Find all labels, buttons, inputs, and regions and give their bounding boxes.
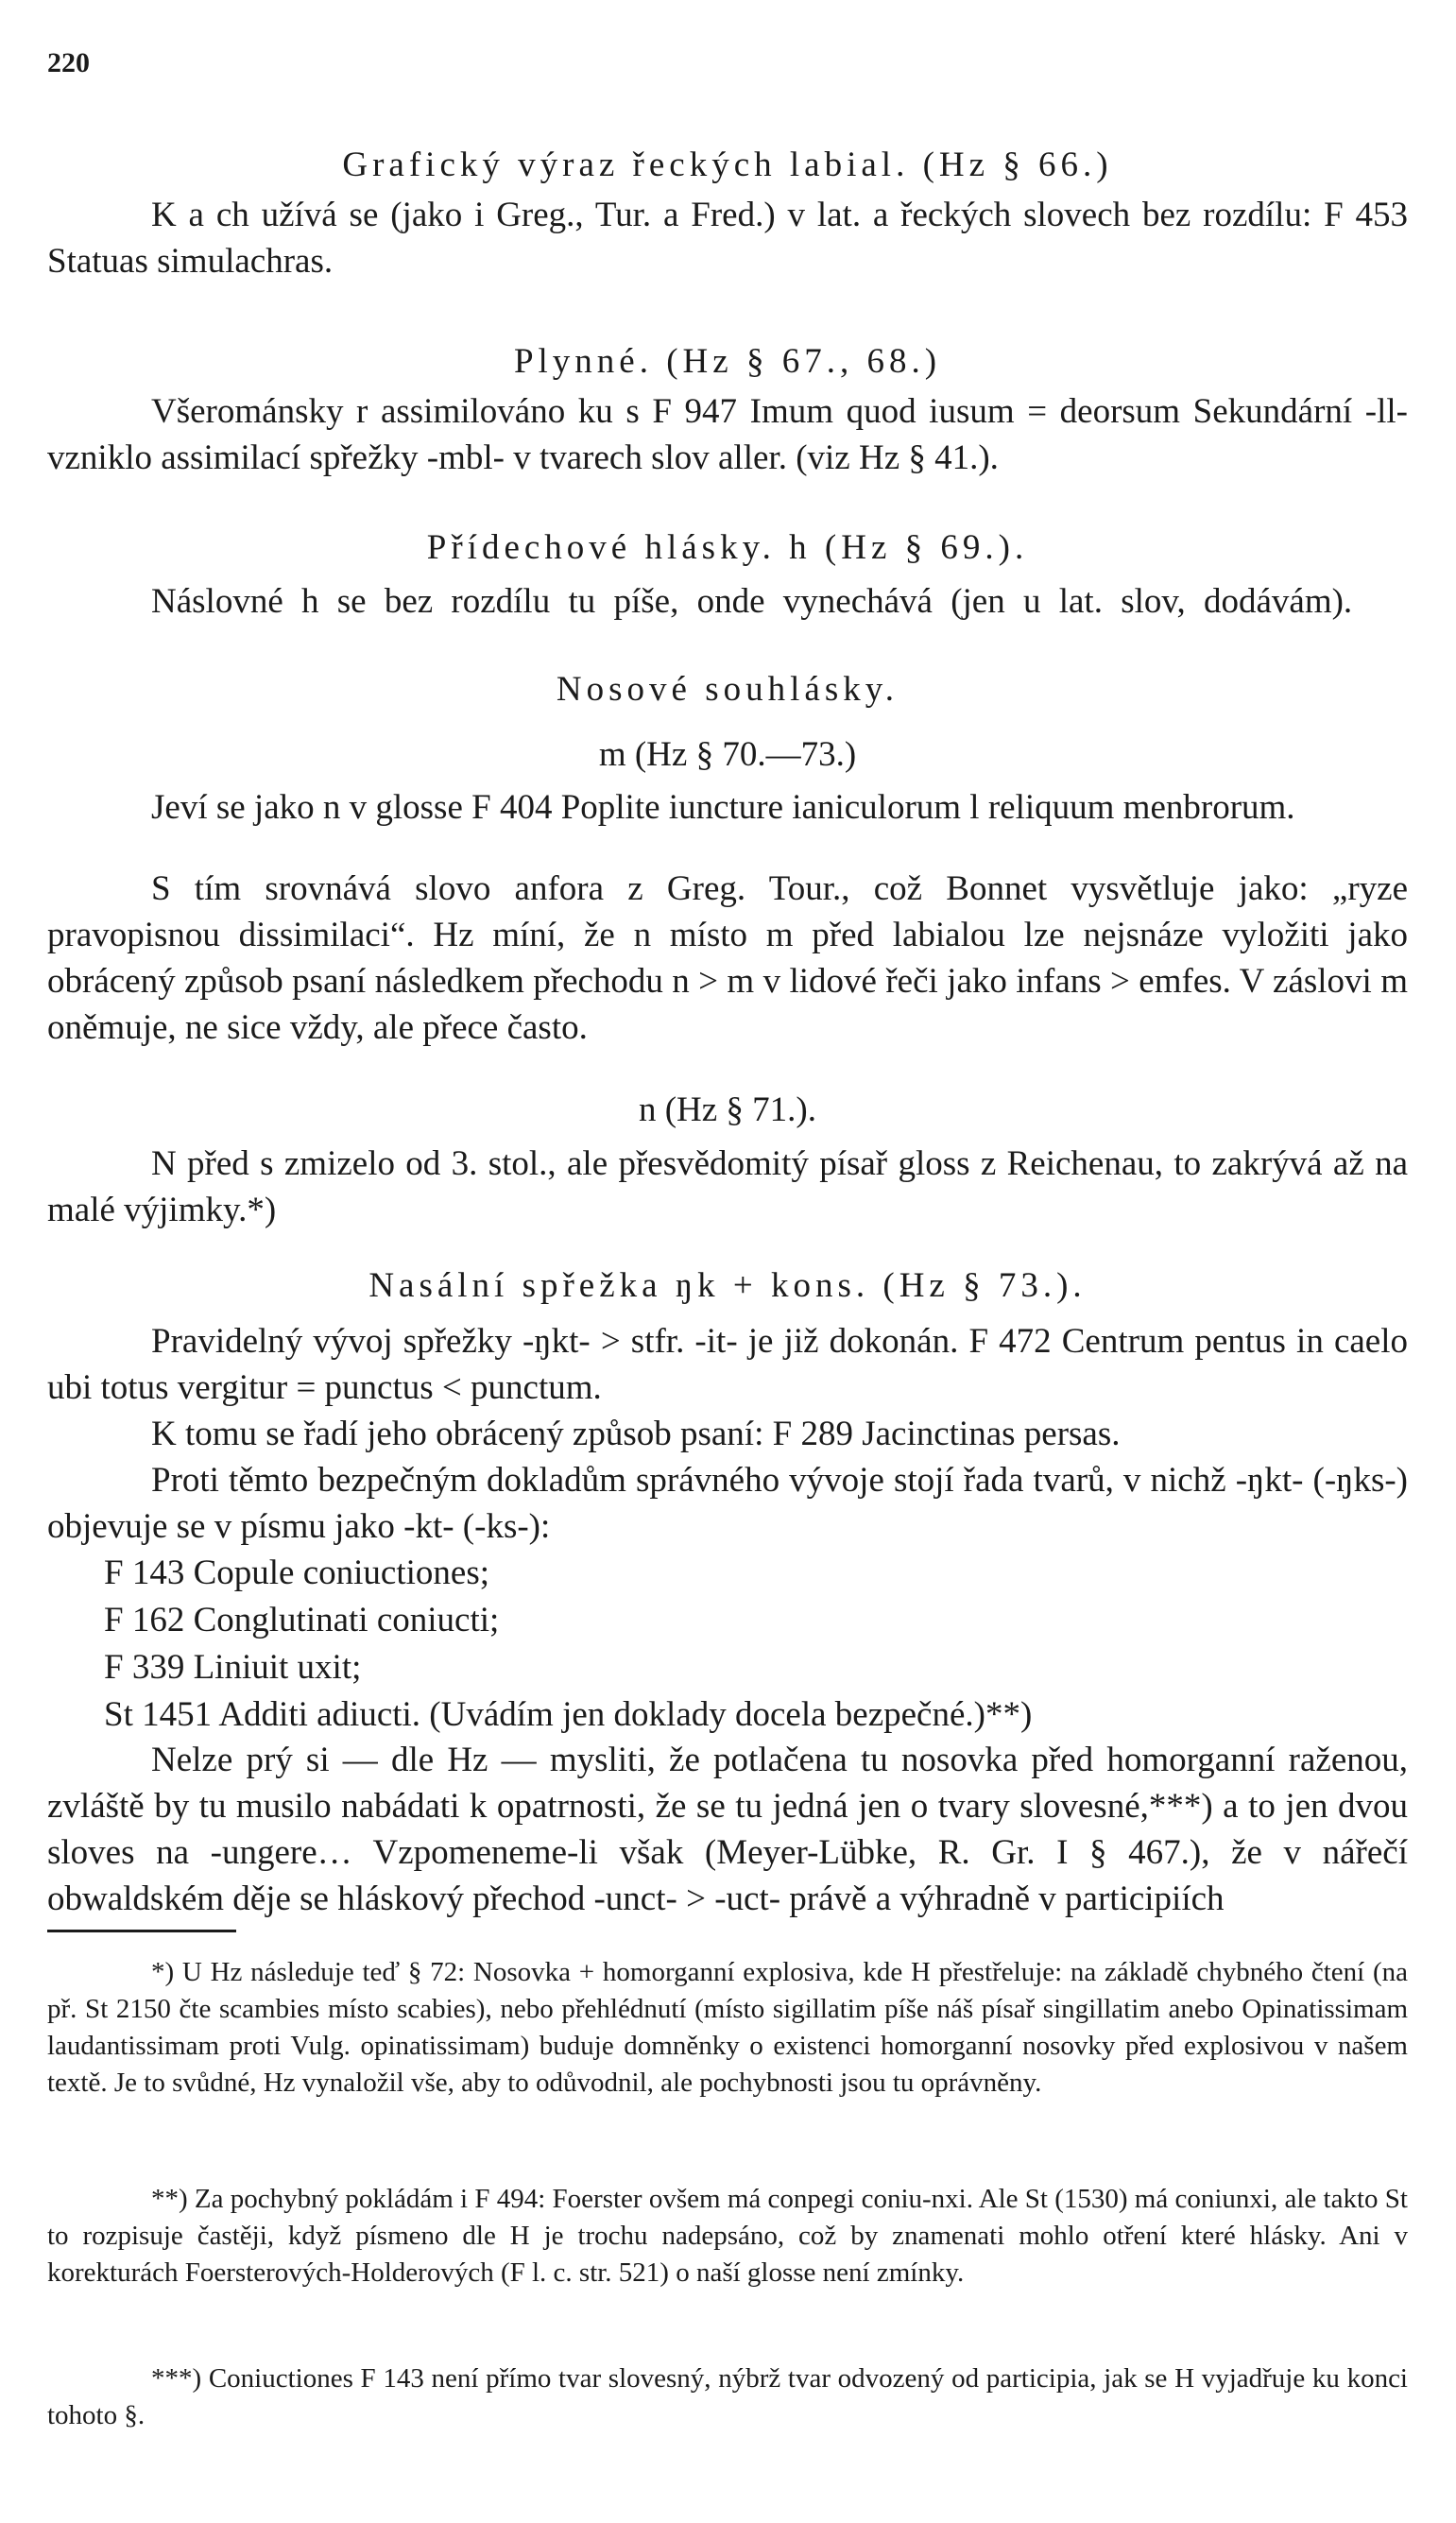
m-text-2: S tím srovnává slovo anfora z Greg. Tour., což Bonnet vysvětluje jako: „ryze pravopisnou dissimilaci“. Hz míní, že n místo m před labialou lze nejsnáze vyložiti jako obrácený způsob psaní následkem přechodu n > m v lidové řeči jako infans > emfes. V záslovi m oněmuje, ne sice vždy, ale přece často. — [47, 869, 1408, 1047]
n-text: N před s zmizelo od 3. stol., ale přesvědomitý písař gloss z Reichenau, to zakrývá až na malé výjimky.*) — [47, 1144, 1408, 1229]
footnote-3: ***) Coniuctiones F 143 není přímo tvar slovesný, nýbrž tvar odvozený od participia, jak se H vyjadřuje ku konci tohoto §. — [47, 2363, 1408, 2430]
list-item: F 162 Conglutinati coniucti; — [104, 1601, 500, 1639]
list-item: St 1451 Additi adiucti. (Uvádím jen doklady docela bezpečné.)**) — [104, 1695, 1033, 1734]
m-text-1: Jeví se jako n v glosse F 404 Poplite iuncture ianiculorum l reliquum menbrorum. — [151, 788, 1295, 827]
labials-text: K a ch užívá se (jako i Greg., Tur. a Fred.) v lat. a řeckých slovech bez rozdílu: F 453 Statuas simulachras. — [47, 196, 1408, 281]
nasal-text-2: K tomu se řadí jeho obrácený způsob psaní: F 289 Jacinctinas persas. — [151, 1415, 1121, 1453]
m-heading: m (Hz § 70.—73.) — [598, 735, 857, 774]
list-item: F 143 Copule coniuctiones; — [104, 1553, 489, 1592]
footnote-1: *) U Hz následuje teď § 72: Nosovka + homorganní explosiva, kde H přestřeluje: na základě chybného čtení (na př. St 2150 čte scambies místo scabies), nebo přehlédnutí (místo sigillatim píše náš písař singillatim anebo Opinatissimam laudantissimam proti Vulg. opinatissimam) buduje domněnky o existenci homorganní nosovky před explosivou v našem textě. Je to svůdné, Hz vynaložil vše, aby to odůvodnil, ale pochybnosti jsou tu oprávněny. — [47, 1957, 1408, 2098]
liquids-text: Všerománsky r assimilováno ku s F 947 Imum quod iusum = deorsum Sekundární -ll- vzniklo assimilací spřežky -mbl- v tvarech slov aller. (viz Hz § 41.). — [47, 392, 1408, 477]
page-number: 220 — [47, 47, 90, 78]
liquids-heading: Plynné. (Hz § 67., 68.) — [513, 342, 942, 381]
breath-heading: Přídechové hlásky. h (Hz § 69.). — [426, 528, 1029, 567]
nasal-heading: Nasální spřežka ŋk + kons. (Hz § 73.). — [368, 1266, 1087, 1305]
nasals-heading: Nosové souhlásky. — [556, 670, 899, 709]
labials-heading: Grafický výraz řeckých labial. (Hz § 66.) — [342, 146, 1113, 184]
nasal-text-3: Proti těmto bezpečným dokladům správného vývoje stojí řada tvarů, v nichž -ŋkt- (-ŋks-) objevuje se v písmu jako -kt- (-ks-): — [47, 1461, 1408, 1546]
nasal-text-1: Pravidelný vývoj spřežky -ŋkt- > stfr. -it- je již dokonán. F 472 Centrum pentus in caelo ubi totus vergitur = punctus < punctum. — [47, 1322, 1408, 1407]
breath-text: Náslovné h se bez rozdílu tu píše, onde vynechává (jen u lat. slov, dodávám). — [151, 582, 1353, 621]
footnote-2: **) Za pochybný pokládám i F 494: Foerster ovšem má conpegi coniu-nxi. Ale St (1530) má coniunxi, ale takto St to rozpisuje častěji, když písmeno dle H je trochu nadepsáno, což by znamenati mohlo otření které hlásky. Ani v korekturách Foersterových-Holderových (F l. c. str. 521) o naší glosse není zmínky. — [47, 2184, 1408, 2288]
footnote-divider — [47, 1930, 236, 1932]
final-text: Nelze prý si — dle Hz — mysliti, že potlačena tu nosovka před homorganní raženou, zvláště by tu musilo nabádati k opatrnosti, že se tu jedná jen o tvary slovesné,***) a to jen dvou sloves na -ungere… Vzpomeneme-li však (Meyer-Lübke, R. Gr. I § 467.), že v nářečí obwaldském děje se hláskový přechod -unct- > -uct- právě a výhradně v participiích — [47, 1741, 1408, 1918]
list-item: F 339 Liniuit uxit; — [104, 1648, 362, 1687]
n-heading: n (Hz § 71.). — [638, 1090, 817, 1129]
